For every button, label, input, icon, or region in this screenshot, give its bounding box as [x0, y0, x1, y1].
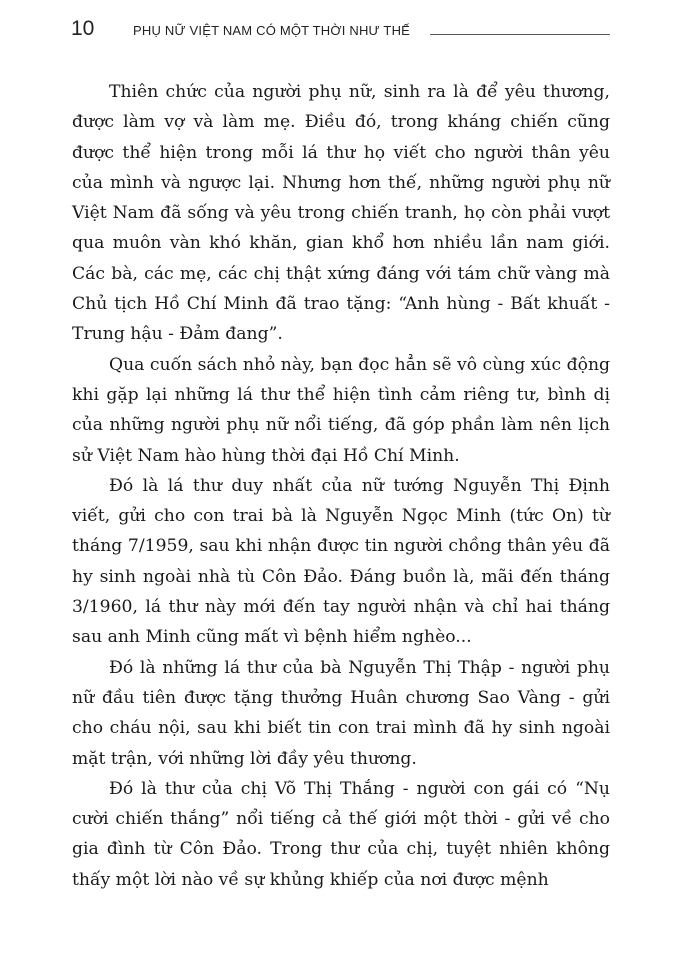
page-number: 10 [71, 17, 95, 40]
paragraph: Đó là lá thư duy nhất của nữ tướng Nguyễn Thị Định viết, gửi cho con trai bà là Nguyễn Ngọc Minh (tức On) từ tháng 7/1959, sau khi nhận được tin người chồng thân yêu đã hy sinh ngoài nhà tù Côn Đảo. Đáng buồn là, mãi đến tháng 3/1960, lá thư này mới đến tay người nhận và chỉ hai tháng sau anh Minh cũng mất vì bệnh hiểm nghèo... [72, 475, 610, 648]
paragraph: Đó là thư của chị Võ Thị Thắng - người con gái có “Nụ cười chiến thắng” nổi tiếng cả thế giới một thời - gửi về cho gia đình từ Côn Đảo. Trong thư của chị, tuyệt nhiên không thấy một lời nào về sự khủng khiếp của nơi được mệnh [72, 778, 610, 890]
paragraph: Đó là những lá thư của bà Nguyễn Thị Thập - người phụ nữ đầu tiên được tặng thưởng Huân chương Sao Vàng - gửi cho cháu nội, sau khi biết tin con trai mình đã hy sinh ngoài mặt trận, với những lời đầy yêu thương. [72, 657, 610, 769]
paragraph: Qua cuốn sách nhỏ này, bạn đọc hẳn sẽ vô cùng xúc động khi gặp lại những lá thư thể hiện tình cảm riêng tư, bình dị của những người phụ nữ nổi tiếng, đã góp phần làm nên lịch sử Việt Nam hào hùng thời đại Hồ Chí Minh. [72, 354, 611, 466]
header-rule [430, 34, 610, 35]
body-text [72, 77, 610, 895]
paragraph: Thiên chức của người phụ nữ, sinh ra là để yêu thương, được làm vợ và làm mẹ. Điều đó, trong kháng chiến cũng được thể hiện trong mỗi lá thư họ viết cho người thân yêu của mình và ngược lại. Nhưng hơn thế, những người phụ nữ Việt Nam đã sống và yêu trong chiến tranh, họ còn phải vượt qua muôn vàn khó khăn, gian khổ hơn nhiều lần nam giới. Các bà, các mẹ, các chị thật xứng đáng với tám chữ vàng mà Chủ tịch Hồ Chí Minh đã trao tặng: “Anh hùng - Bất khuất - Trung hậu - Đảm đang”. [72, 82, 610, 345]
running-title: PHỤ NỮ VIỆT NAM CÓ MỘT THỜI NHƯ THẾ [133, 23, 411, 38]
page-header [0, 0, 681, 50]
